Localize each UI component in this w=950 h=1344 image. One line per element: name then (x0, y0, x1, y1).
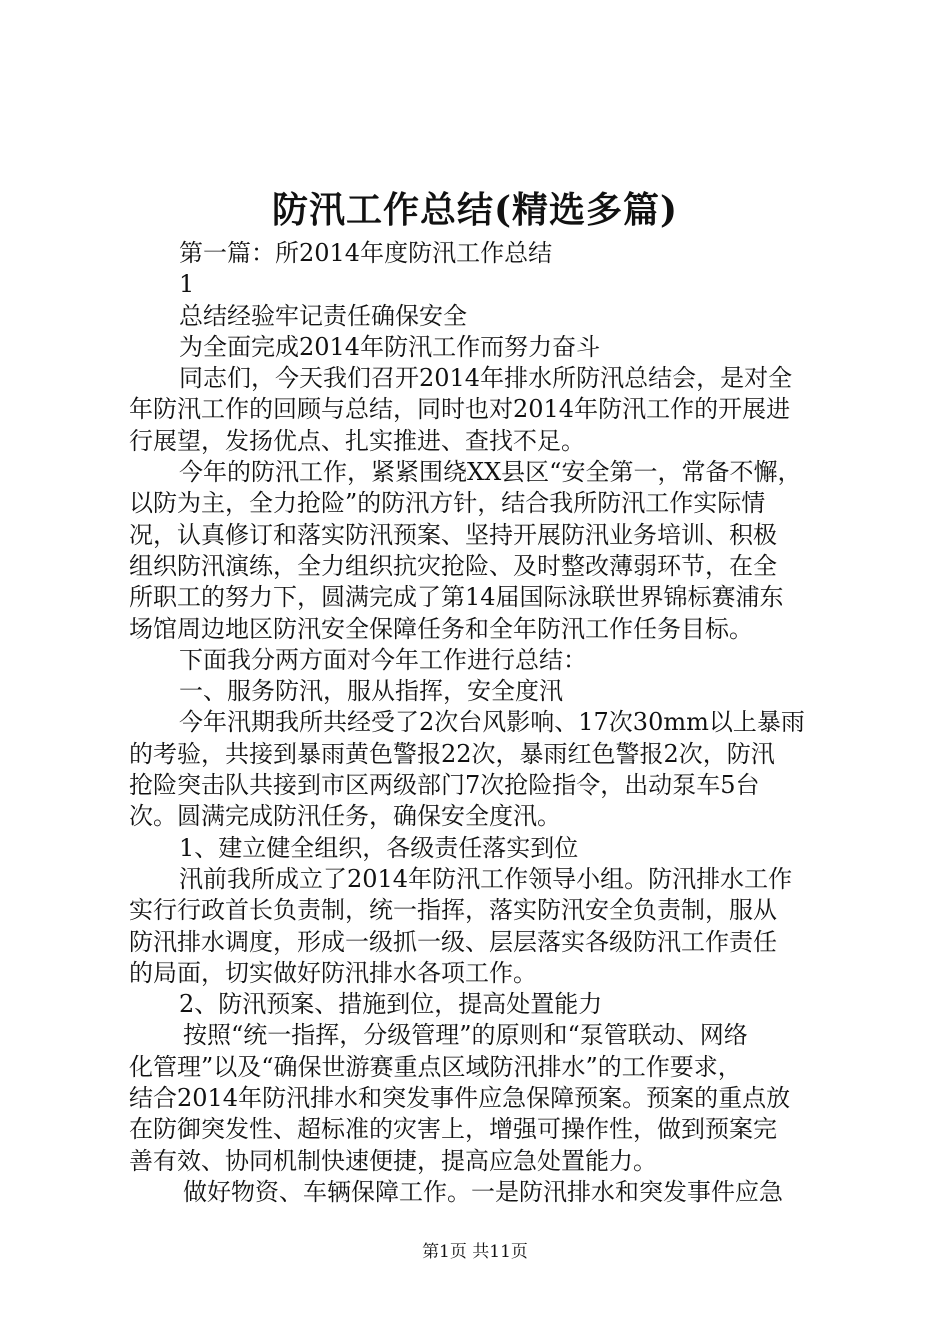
section-heading: 2、防汛预案、措施到位，提高处置能力 (179, 990, 603, 1019)
paragraph-line: 年防汛工作的回顾与总结，同时也对2014年防汛工作的开展进 (129, 395, 791, 424)
paragraph-line: 行展望，发扬优点、扎实推进、查找不足。 (129, 426, 585, 455)
document-title: 防汛工作总结(精选多篇) (271, 189, 679, 231)
paragraph-line: 组织防汛演练，全力组织抗灾抢险、及时整改薄弱环节，在全 (129, 551, 777, 580)
paragraph-line: 实行行政首长负责制，统一指挥，落实防汛安全负责制，服从 (129, 896, 777, 925)
subtitle-line: 总结经验牢记责任确保安全 (179, 301, 467, 330)
paragraph-line: 善有效、协同机制快速便捷，提高应急处置能力。 (129, 1146, 657, 1175)
paragraph-line: 场馆周边地区防汛安全保障任务和全年防汛工作任务目标。 (129, 614, 753, 643)
section-heading: 第一篇：所2014年度防汛工作总结 (179, 239, 553, 267)
page-footer: 第1页 共11页 (422, 1242, 528, 1262)
paragraph-line: 按照“统一指挥，分级管理”的原则和“泵管联动、网络 (183, 1021, 748, 1050)
paragraph-line: 在防御突发性、超标准的灾害上，增强可操作性，做到预案完 (129, 1115, 777, 1144)
paragraph-line: 做好物资、车辆保障工作。一是防汛排水和突发事件应急 (183, 1177, 783, 1206)
paragraph-line: 以防为主，全力抢险”的防汛方针，结合我所防汛工作实际情 (129, 489, 766, 518)
paragraph-line: 结合2014年防汛排水和突发事件应急保障预案。预案的重点放 (129, 1084, 791, 1113)
paragraph-line: 同志们，今天我们召开2014年排水所防汛总结会，是对全 (179, 364, 793, 393)
paragraph-line: 今年汛期我所共经受了2次台风影响、17次30mm以上暴雨 (179, 708, 805, 737)
document-body (129, 238, 833, 1208)
paragraph-line: 化管理”以及“确保世游赛重点区域防汛排水”的工作要求， (129, 1052, 742, 1081)
paragraph-line: 今年的防汛工作，紧紧围绕XX县区“安全第一，常备不懈， (179, 458, 802, 487)
paragraph-line: 1 (179, 270, 195, 299)
paragraph-line: 所职工的努力下，圆满完成了第14届国际泳联世界锦标赛浦东 (129, 583, 784, 612)
paragraph-line: 的局面，切实做好防汛排水各项工作。 (129, 958, 537, 987)
paragraph-line: 抢险突击队共接到市区两级部门7次抢险指令，出动泵车5台 (129, 771, 760, 800)
paragraph-line: 防汛排水调度，形成一级抓一级、层层落实各级防汛工作责任 (129, 927, 777, 956)
paragraph-line: 况，认真修订和落实防汛预案、坚持开展防汛业务培训、积极 (129, 520, 777, 549)
paragraph-line: 汛前我所成立了2014年防汛工作领导小组。防汛排水工作 (179, 864, 793, 893)
paragraph-line: 次。圆满完成防汛任务，确保安全度汛。 (129, 802, 561, 831)
paragraph-line: 的考验，共接到暴雨黄色警报22次，暴雨红色警报2次，防汛 (129, 739, 775, 768)
section-heading: 1、建立健全组织，各级责任落实到位 (179, 833, 579, 862)
paragraph-line: 下面我分两方面对今年工作进行总结： (179, 645, 587, 674)
subtitle-line: 为全面完成2014年防汛工作而努力奋斗 (179, 332, 601, 361)
section-heading: 一、服务防汛，服从指挥，安全度汛 (179, 677, 563, 706)
